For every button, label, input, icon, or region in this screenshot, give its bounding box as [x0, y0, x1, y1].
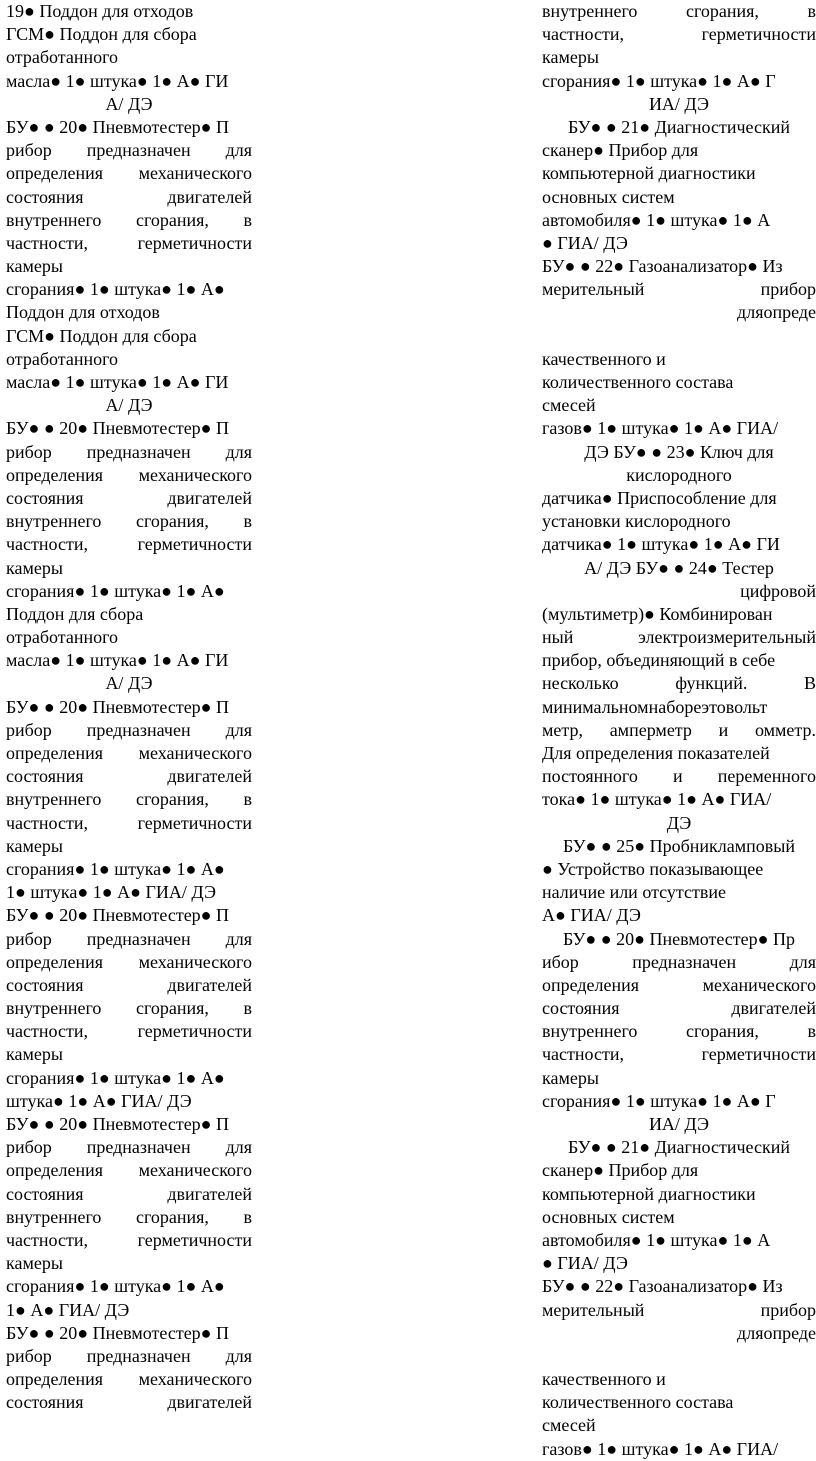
text-line: определения механического — [6, 163, 252, 184]
text-line: ибор предназначен для — [542, 951, 816, 972]
text-line: прибор, объединяющий в себе — [542, 650, 776, 671]
text-line: ный электроизмерительный — [542, 627, 816, 648]
text-line: дляопреде — [737, 1322, 816, 1343]
text-line: ДЭ — [666, 812, 692, 833]
text-line: ИА/ ДЭ — [648, 93, 710, 114]
text-line: мерительный прибор — [542, 279, 816, 300]
text-line: рибор предназначен для — [6, 928, 252, 949]
text-line: газов● 1● штука● 1● А● ГИА/ — [542, 1438, 779, 1459]
text-line: сгорания● 1● штука● 1● А● Г — [542, 1090, 776, 1111]
text-line: дляопреде — [737, 302, 816, 323]
text-line: ● Устройство показывающее — [542, 858, 764, 879]
text-line: определения механического — [6, 951, 252, 972]
text-line — [542, 325, 816, 348]
text-line: Поддон для сбора — [6, 603, 144, 624]
text-line: определения механического — [6, 1160, 252, 1181]
text-line: основных систем — [542, 186, 675, 207]
text-line: БУ● ● 20● Пневмотестер● П — [6, 1114, 230, 1134]
text-line: состояния двигателей — [6, 487, 252, 508]
text-line: ДЭ БУ● ● 23● Ключ для — [584, 441, 774, 462]
text-line: рибор предназначен для — [6, 140, 252, 161]
text-line: рибор предназначен для — [6, 1137, 252, 1158]
text-line: ГСМ● Поддон для сбора — [6, 24, 197, 45]
text-line: БУ● ● 21● Диагностический — [568, 116, 790, 137]
text-line: автомобиля● 1● штука● 1● А — [542, 209, 771, 230]
text-line: внутреннего сгорания, в — [6, 998, 252, 1019]
text-line: состояния двигателей — [6, 974, 252, 995]
text-line: БУ● ● 22● Газоанализатор● Из — [542, 1276, 783, 1297]
text-line: определения механического — [6, 464, 252, 485]
text-line: масла● 1● штука● 1● А● ГИ — [6, 372, 229, 392]
text-line: сгорания● 1● штука● 1● А● Г — [542, 70, 776, 91]
text-line: БУ● ● 22● Газоанализатор● Из — [542, 256, 783, 277]
text-line: ● ГИА/ ДЭ — [542, 232, 628, 253]
text-line: мерительный прибор — [542, 1299, 816, 1320]
text-line: (мультиметр)● Комбинирован — [542, 603, 773, 624]
text-line: датчика● Приспособление для — [542, 487, 777, 508]
text-line: А/ ДЭ — [105, 93, 153, 114]
text-line: 1● штука● 1● А● ГИА/ ДЭ — [6, 882, 216, 903]
text-line: БУ● ● 20● Пневмотестер● П — [6, 696, 230, 717]
text-line: минимальномнабореэтовольт — [542, 696, 768, 717]
text-line: состояния двигателей — [6, 1183, 252, 1204]
left-text-column — [6, 0, 252, 1419]
text-line: частности, герметичности — [6, 1229, 252, 1250]
text-line: 19● Поддон для отходов — [6, 1, 194, 21]
text-line: Для определения показателей — [542, 743, 770, 763]
text-line: отработанного — [6, 627, 119, 648]
text-line: внутреннего сгорания, в — [6, 209, 252, 230]
text-line: БУ● ● 20● Пневмотестер● П — [6, 418, 230, 439]
right-text-column — [542, 0, 816, 1459]
text-line: камеры — [542, 47, 599, 68]
text-line: постоянного и переменного — [542, 766, 816, 787]
text-line: А/ ДЭ — [105, 673, 153, 694]
text-line: А● ГИА/ ДЭ — [542, 905, 641, 926]
text-line: датчика● 1● штука● 1● А● ГИ — [542, 534, 780, 555]
text-line: сканер● Прибор для — [542, 1160, 699, 1181]
text-line: БУ● ● 20● Пневмотестер● П — [6, 905, 230, 926]
text-line: штука● 1● А● ГИА/ ДЭ — [6, 1090, 192, 1111]
text-line: камеры — [6, 835, 63, 856]
text-line: БУ● ● 21● Диагностический — [568, 1137, 790, 1158]
text-line: камеры — [6, 557, 63, 578]
text-line: определения механического — [6, 743, 252, 763]
text-line: БУ● ● 20● Пневмотестер● П — [6, 116, 230, 137]
text-line: БУ● ● 20● Пневмотестер● Пр — [562, 928, 796, 949]
text-line: ● ГИА/ ДЭ — [542, 1253, 628, 1274]
text-line: сгорания● 1● штука● 1● А● — [6, 858, 225, 879]
text-line: сканер● Прибор для — [542, 140, 699, 161]
text-line: качественного и — [542, 1369, 666, 1390]
text-line: частности, герметичности — [542, 24, 816, 45]
text-line: метр, амперметр и омметр. — [542, 719, 816, 740]
text-line: рибор предназначен для — [6, 1345, 252, 1366]
text-line: сгорания● 1● штука● 1● А● — [6, 580, 225, 601]
text-line: БУ● ● 20● Пневмотестер● П — [6, 1322, 230, 1343]
text-line: отработанного — [6, 47, 119, 68]
text-line: БУ● ● 25● Пробникламповый — [563, 835, 795, 856]
text-line: ИА/ ДЭ — [648, 1114, 710, 1134]
text-line: камеры — [6, 1044, 63, 1065]
text-line: камеры — [6, 256, 63, 277]
text-line: установки кислородного — [542, 511, 731, 532]
text-line: камеры — [542, 1067, 599, 1088]
text-line: сгорания● 1● штука● 1● А● — [6, 279, 225, 300]
text-line: Поддон для отходов — [6, 302, 160, 323]
text-line: внутреннего сгорания, в — [542, 1, 816, 21]
text-line: состояния двигателей — [6, 1392, 252, 1413]
text-line: состояния двигателей — [6, 186, 252, 207]
text-line: состояния двигателей — [6, 766, 252, 787]
text-line: наличие или отсутствие — [542, 882, 726, 903]
text-line: компьютерной диагностики — [542, 1183, 756, 1204]
text-line: количественного состава — [542, 1392, 734, 1413]
text-line: смесей — [542, 1415, 596, 1436]
text-line: рибор предназначен для — [6, 441, 252, 462]
text-line: А/ ДЭ — [105, 395, 153, 416]
text-line: определения механического — [6, 1369, 252, 1390]
text-line: несколько функций. В — [542, 673, 816, 694]
text-line: камеры — [6, 1253, 63, 1274]
text-line: частности, герметичности — [6, 534, 252, 555]
text-line: сгорания● 1● штука● 1● А● — [6, 1276, 225, 1297]
text-line: отработанного — [6, 348, 119, 369]
text-line: смесей — [542, 395, 596, 416]
text-line: А/ ДЭ БУ● ● 24● Тестер — [584, 557, 774, 578]
text-line: частности, герметичности — [6, 812, 252, 833]
text-line: частности, герметичности — [6, 1021, 252, 1042]
text-line — [542, 1345, 816, 1368]
text-line: основных систем — [542, 1206, 675, 1227]
text-line: рибор предназначен для — [6, 719, 252, 740]
text-line: частности, герметичности — [542, 1044, 816, 1065]
text-line: цифровой — [740, 580, 816, 601]
text-line: масла● 1● штука● 1● А● ГИ — [6, 650, 229, 671]
text-line: внутреннего сгорания, в — [6, 789, 252, 810]
text-line: сгорания● 1● штука● 1● А● — [6, 1067, 225, 1088]
text-line: состояния двигателей — [542, 998, 816, 1019]
text-line: 1● А● ГИА/ ДЭ — [6, 1299, 130, 1320]
text-line: внутреннего сгорания, в — [6, 511, 252, 532]
text-line: масла● 1● штука● 1● А● ГИ — [6, 70, 229, 91]
text-line: частности, герметичности — [6, 232, 252, 253]
text-line: газов● 1● штука● 1● А● ГИА/ — [542, 418, 779, 439]
text-line: качественного и — [542, 348, 666, 369]
text-line: ГСМ● Поддон для сбора — [6, 325, 197, 346]
text-line: компьютерной диагностики — [542, 163, 756, 184]
text-line: внутреннего сгорания, в — [542, 1021, 816, 1042]
text-line: автомобиля● 1● штука● 1● А — [542, 1229, 771, 1250]
text-line: кислородного — [626, 464, 732, 485]
text-line: количественного состава — [542, 372, 734, 392]
text-line: определения механического — [542, 974, 816, 995]
text-line: внутреннего сгорания, в — [6, 1206, 252, 1227]
text-line: тока● 1● штука● 1● А● ГИА/ — [542, 789, 772, 810]
